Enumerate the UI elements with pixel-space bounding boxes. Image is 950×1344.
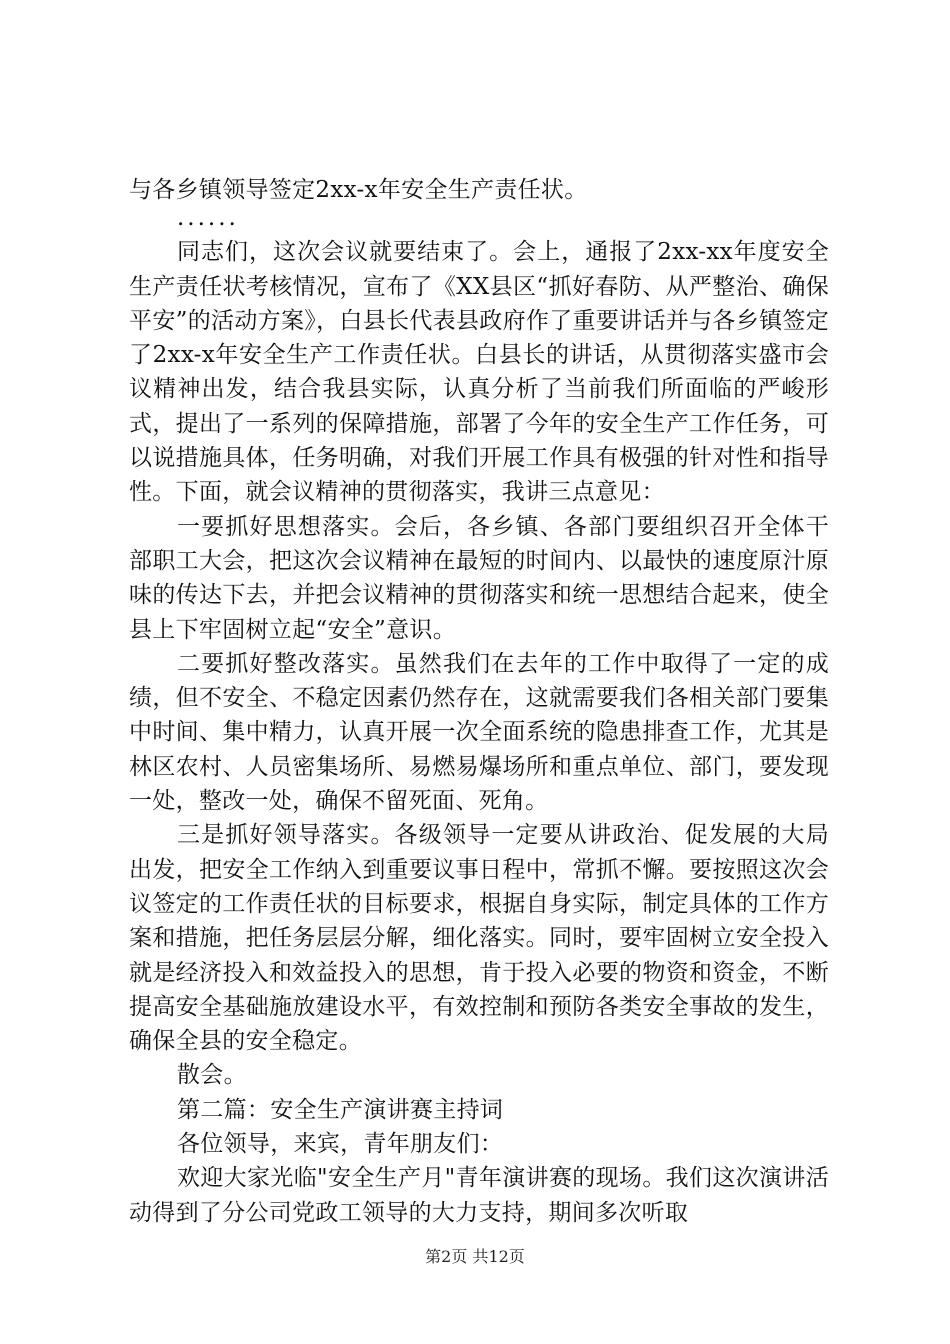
paragraph-greeting: 各位领导，来宾，青年朋友们： xyxy=(177,1131,504,1158)
paragraph-point-one: 一要抓好思想落实。会后，各乡镇、各部门要组织召开全体干部职工大会，把这次会议精神在最短的时间内、以最快的速度原汁原味的传达下去，并把会议精神的贯彻落实和统一思想结合起来，使全县上下牢固树立起“安全”意识。 xyxy=(129,513,829,643)
document-body xyxy=(129,173,829,1230)
paragraph-welcome: 欢迎大家光临"安全生产月"青年演讲赛的现场。我们这次演讲活动得到了分公司党政工领导的大力支持，期间多次听取 xyxy=(129,1165,829,1226)
paragraph-meeting-summary: 同志们，这次会议就要结束了。会上，通报了2xx-xx年度安全生产责任状考核情况，宣布了《XX县区“抓好春防、从严整治、确保平安”的活动方案》，白县长代表县政府作了重要讲话并与各乡镇签定了2xx-x年安全生产工作责任状。白县长的讲话，从贯彻落实盛市会议精神出发，结合我县实际，认真分析了当前我们所面临的严峻形式，提出了一系列的保障措施，部署了今年的安全生产工作任务，可以说措施具体，任务明确，对我们开展工作具有极强的针对性和指导性。下面，就会议精神的贯彻落实，我讲三点意见： xyxy=(129,239,829,506)
paragraph-1: 与各乡镇领导签定2xx-x年安全生产责任状。 xyxy=(129,177,588,203)
ellipsis-line: ...... xyxy=(177,205,239,232)
paragraph-point-three: 三是抓好领导落实。各级领导一定要从讲政治、促发展的大局出发，把安全工作纳入到重要议事日程中，常抓不懈。要按照这次会议签定的工作责任状的目标要求，根据自身实际，制定具体的工作方案和措施，把任务层层分解，细化落实。同时，要牢固树立安全投入就是经济投入和效益投入的思想，肯于投入必要的物资和资金，不断提高安全基础施放建设水平，有效控制和预防各类安全事故的发生，确保全县的安全稳定。 xyxy=(129,822,829,1055)
section-heading: 第二篇：安全生产演讲赛主持词 xyxy=(177,1096,504,1123)
page-footer: 第2页 共12页 xyxy=(425,1247,525,1266)
paragraph-point-two: 二要抓好整改落实。虽然我们在去年的工作中取得了一定的成绩，但不安全、不稳定因素仍然存在，这就需要我们各相关部门要集中时间、集中精力，认真开展一次全面系统的隐患排查工作，尤其是林区农村、人员密集场所、易燃易爆场所和重点单位、部门，要发现一处，整改一处，确保不留死面、死角。 xyxy=(129,650,829,815)
paragraph-adjourn: 散会。 xyxy=(177,1062,247,1089)
